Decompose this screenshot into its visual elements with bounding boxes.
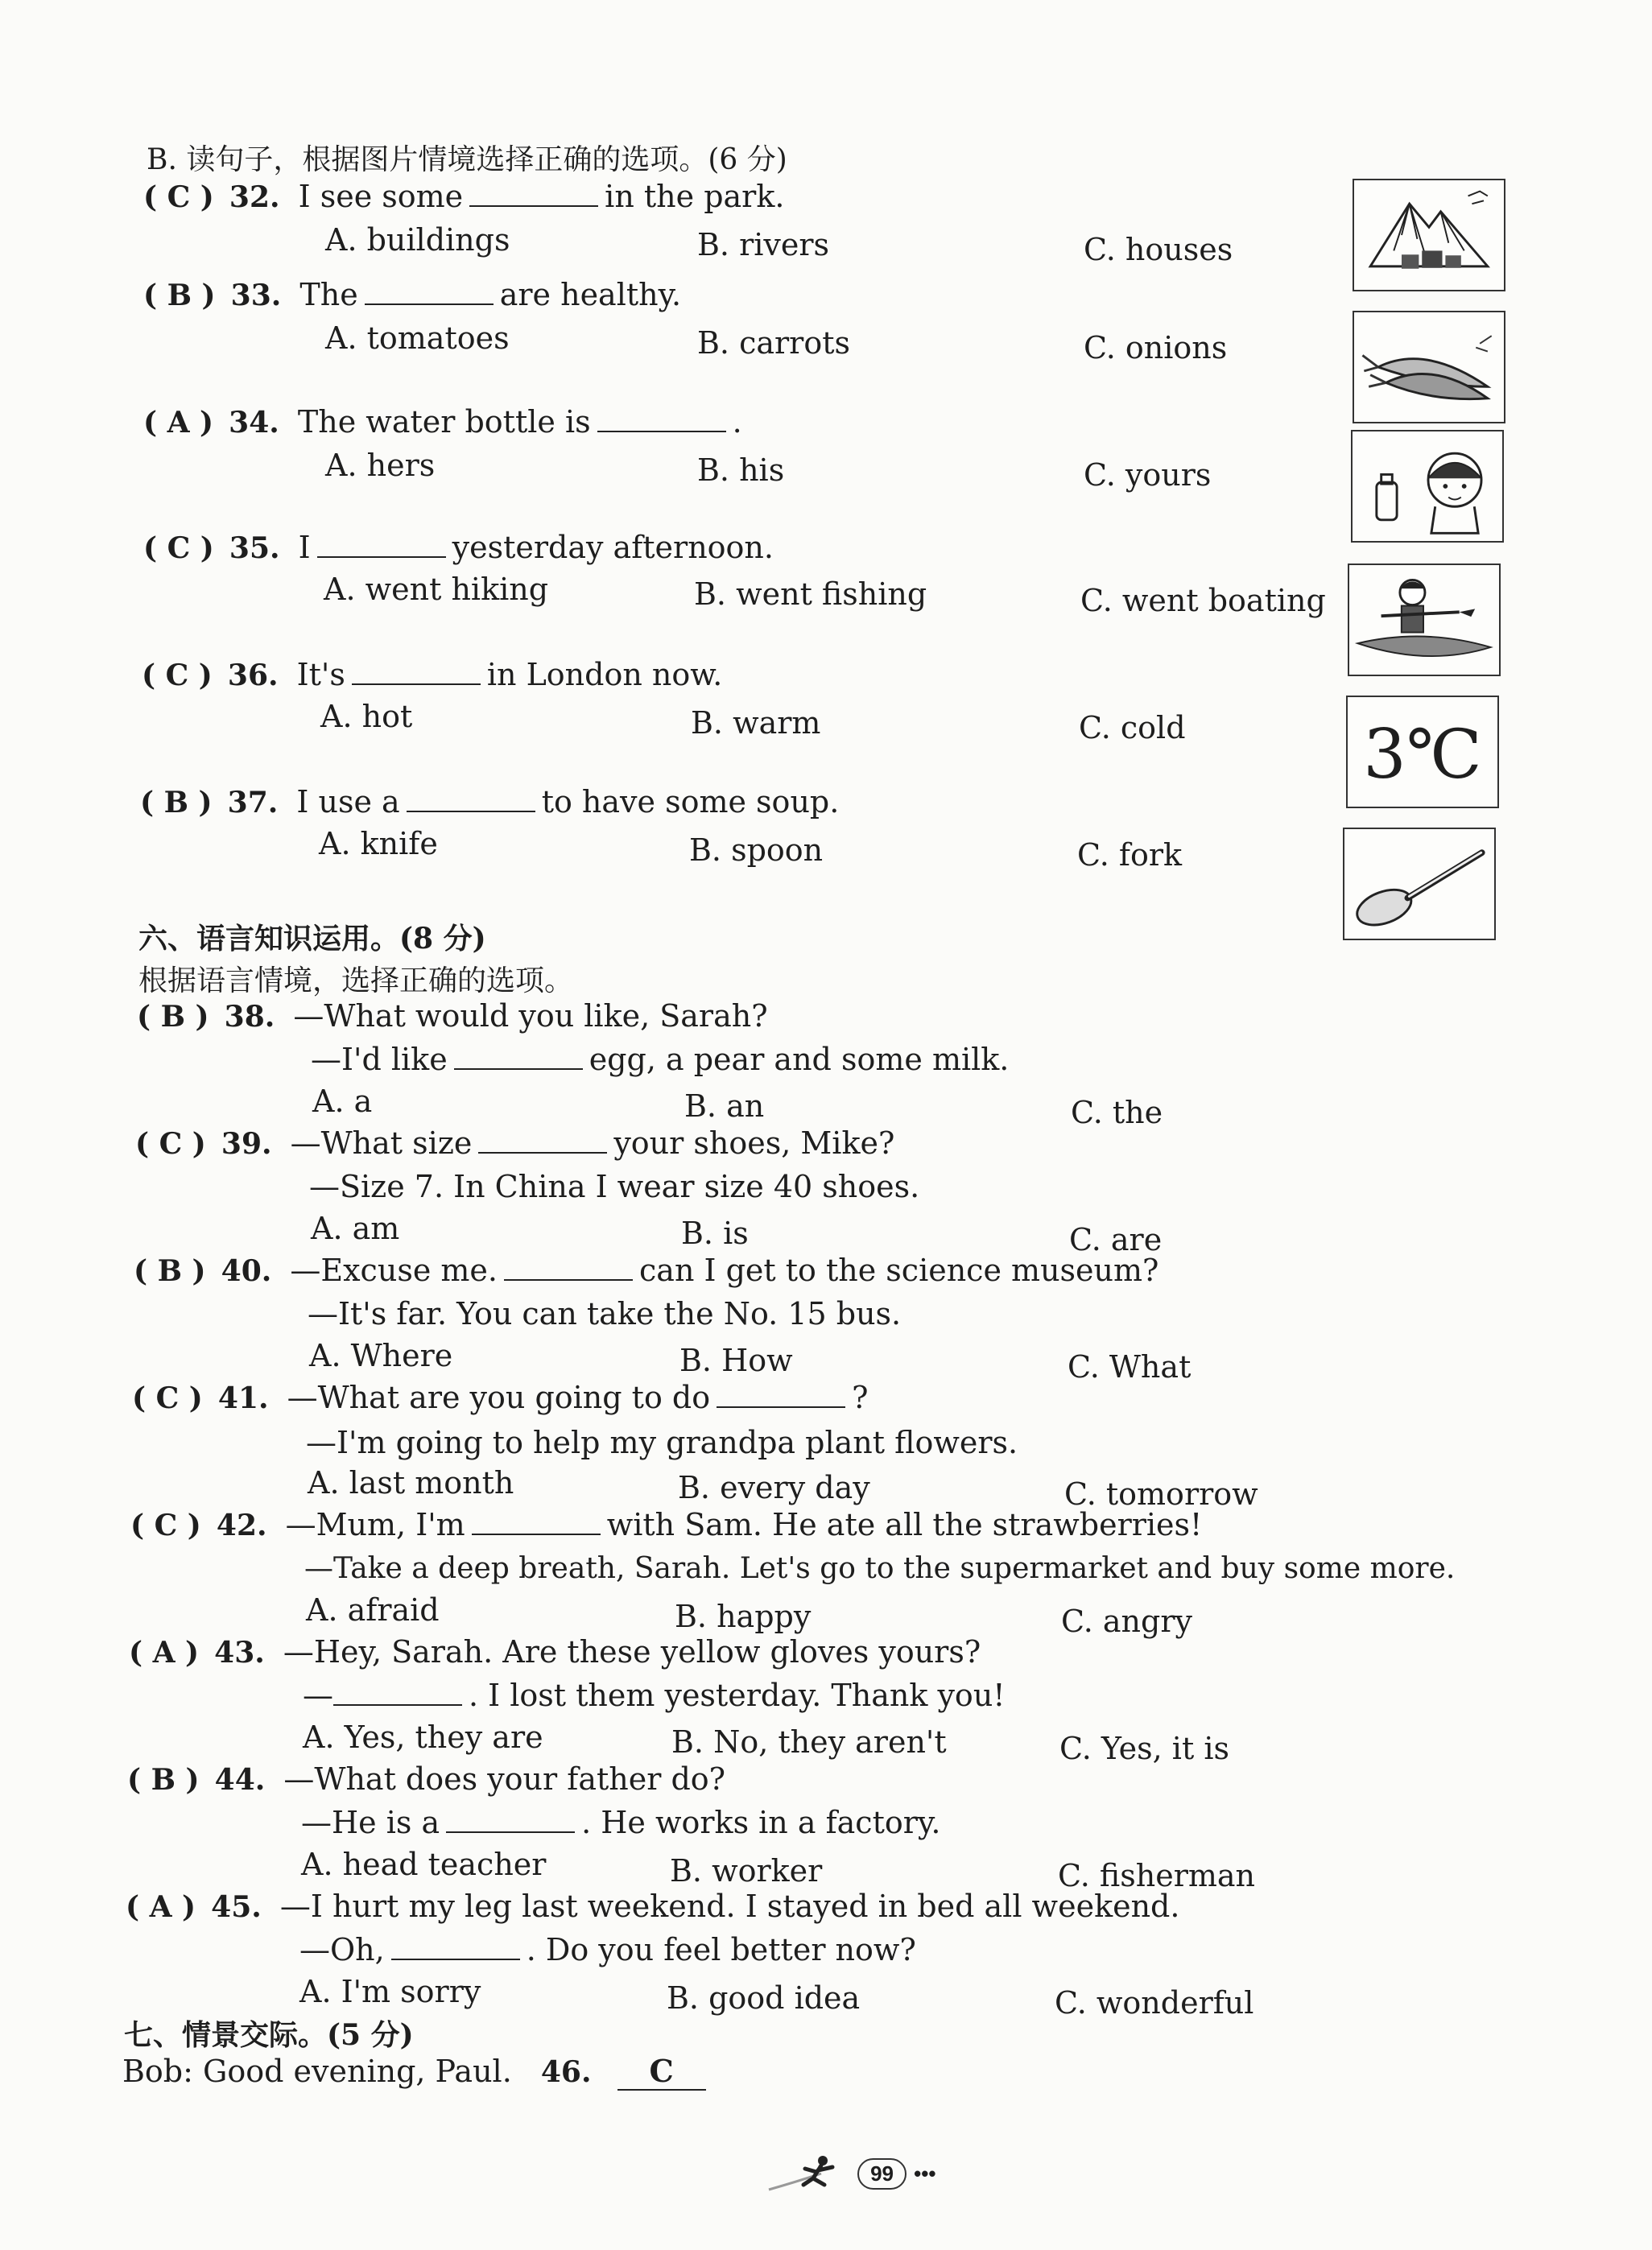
option-b: B. No, they aren't [671,1724,947,1760]
option-a: A. hot [320,699,413,734]
option-b: B. rivers [697,227,830,262]
option-c: C. angry [1061,1604,1192,1639]
option-b: B. his [697,452,785,488]
mountain-village-icon [1353,179,1505,291]
option-c: C. fisherman [1058,1858,1256,1893]
question-number: 35. [229,531,280,565]
runner-logo-icon [765,2149,853,2198]
option-c: C. the [1071,1095,1163,1130]
answer-paren: ( B ) [127,1763,200,1797]
answer-blank [504,1255,633,1281]
line-post: . He works in a factory. [581,1805,941,1840]
option-c: C. cold [1079,710,1186,745]
option-c: C. What [1068,1349,1192,1385]
question-stem-pre: The [299,277,358,312]
answer-paren: ( A ) [126,1890,196,1924]
question-42 [130,1507,1202,1542]
question-35 [143,530,774,565]
question-39 [135,1125,894,1161]
option-c: C. onions [1084,330,1228,365]
dialogue-line-1: —Hey, Sarah. Are these yellow gloves yours? [283,1634,981,1670]
question-number: 40. [221,1254,272,1288]
question-stem-post: are healthy. [499,277,682,312]
section-six-instruction: 根据语言情境，选择正确的选项。 [138,964,574,997]
option-b: B. How [679,1343,793,1378]
question-number: 39. [221,1127,272,1161]
option-b: B. worker [670,1853,823,1889]
dialogue-line: Bob: Good evening, Paul. [122,2054,512,2089]
question-number: 43. [214,1636,265,1670]
line-pre: —What size [290,1125,473,1161]
page-footer [765,2149,935,2198]
question-number: 42. [216,1509,267,1542]
question-32 [143,179,784,214]
answer-blank [317,532,446,558]
answer-blank [478,1128,607,1154]
answer-blank [391,1934,520,1960]
answer-paren: ( C ) [132,1381,203,1415]
option-a: A. went hiking [324,572,549,607]
footer-dots: ••• [914,2161,936,2186]
option-a: A. tomatoes [325,320,510,356]
section-b-instruction: B. 读句子，根据图片情境选择正确的选项。(6 分) [147,143,787,176]
option-a: A. Where [309,1338,453,1373]
option-c: C. went boating [1080,583,1326,618]
boating-icon [1348,564,1501,676]
answer-blank [472,1509,601,1535]
dialogue-line-2: —Size 7. In China I wear size 40 shoes. [309,1169,920,1204]
option-a: A. am [311,1211,400,1246]
answer-blank [333,1680,462,1706]
option-b: B. is [681,1216,749,1251]
option-a: A. Yes, they are [303,1719,543,1755]
question-number: 33. [230,279,282,312]
answer-blank [469,181,598,207]
temperature-icon [1346,696,1499,808]
line-post: ? [852,1380,869,1415]
dialogue-question-46 [122,2053,706,2091]
option-b: B. happy [675,1599,812,1634]
option-b: B. went fishing [694,576,927,612]
answer-paren: ( A ) [143,406,214,440]
answer-paren: ( C ) [143,180,214,214]
dialogue-line-2: —Take a deep breath, Sarah. Let's go to the supermarket and buy some more. [304,1552,1456,1585]
answer-blank [446,1807,575,1833]
option-c: C. wonderful [1055,1985,1254,2021]
question-33 [143,277,681,312]
option-c: C. fork [1077,837,1183,873]
dialogue-line-2: —I'm going to help my grandpa plant flowers. [306,1425,1018,1460]
line-pre: —Mum, I'm [285,1507,465,1542]
option-b: B. carrots [697,325,850,361]
option-c: C. yours [1084,457,1212,493]
question-number: 37. [227,786,279,819]
answer-paren: ( C ) [143,531,214,565]
question-44 [127,1761,725,1797]
page-number: 99 [857,2158,907,2190]
line-post: with Sam. He ate all the strawberries! [606,1507,1203,1542]
question-stem-pre: The water bottle is [297,404,591,440]
question-stem-pre: It's [296,657,345,692]
line-pre: —Excuse me. [290,1253,498,1288]
answer-paren: ( B ) [134,1254,206,1288]
dialogue-line-1: —What does your father do? [283,1761,726,1797]
line-pre: —Oh, [299,1932,385,1967]
question-stem-post: . [732,404,742,440]
answer-blank [365,279,494,305]
answer-paren: ( C ) [142,658,213,692]
question-number: 41. [217,1381,269,1415]
option-b: B. warm [691,705,821,741]
option-b: B. spoon [689,832,824,868]
question-stem-post: yesterday afternoon. [452,530,774,565]
dialogue-line-2 [311,1042,1009,1077]
question-37 [140,784,839,819]
question-number: 46. [540,2055,592,2089]
section-seven-title: 七、情景交际。(5 分) [124,2018,414,2052]
question-number: 44. [214,1763,266,1797]
option-c: C. Yes, it is [1059,1731,1229,1766]
option-b: B. good idea [667,1980,861,2016]
dialogue-line-1: —I hurt my leg last weekend. I stayed in bed all weekend. [279,1889,1180,1924]
answer-paren: ( C ) [130,1509,201,1542]
option-c: C. are [1069,1222,1163,1257]
option-a: A. I'm sorry [299,1974,481,2009]
answer-blank [352,659,481,685]
line-post: your shoes, Mike? [613,1125,895,1161]
option-a: A. head teacher [301,1847,547,1882]
answer-paren: ( B ) [140,786,213,819]
line-pre: —He is a [301,1805,440,1840]
option-a: A. buildings [325,222,510,258]
option-a: A. last month [308,1465,514,1501]
option-a: A. afraid [306,1592,440,1628]
spoon-icon [1343,828,1496,940]
line-post: can I get to the science museum? [639,1253,1159,1288]
answer-blank [407,786,535,812]
question-number: 45. [211,1890,262,1924]
question-34 [143,404,742,440]
question-45 [126,1889,1179,1924]
line-pre: —I'd like [311,1042,448,1077]
answer-46: C [617,2053,706,2091]
question-stem-pre: I use a [296,784,400,819]
section-six-title: 六、语言知识运用。(8 分) [138,922,486,956]
carrots-icon [1353,311,1505,423]
dialogue-line-2: —It's far. You can take the No. 15 bus. [308,1296,902,1331]
option-a: A. a [312,1084,373,1119]
question-stem-post: in London now. [486,657,723,692]
answer-blank [454,1044,583,1070]
answer-blank [597,407,726,432]
option-a: A. hers [325,448,436,483]
option-b: B. every day [678,1470,870,1505]
line-pre: — [303,1678,333,1713]
option-a: A. knife [319,826,438,861]
option-c: C. houses [1084,232,1233,267]
question-38 [137,998,768,1034]
question-43 [129,1634,981,1670]
line-pre: —What are you going to do [287,1380,711,1415]
question-number: 38. [224,1000,275,1034]
question-stem-pre: I [298,530,311,565]
line-post: egg, a pear and some milk. [589,1042,1010,1077]
line-post: . I lost them yesterday. Thank you! [469,1678,1006,1713]
answer-paren: ( B ) [137,1000,209,1034]
question-41 [132,1380,869,1415]
dialogue-line-1: —What would you like, Sarah? [293,998,768,1034]
question-36 [142,657,722,692]
question-stem-post: in the park. [605,179,785,214]
dialogue-line-2 [299,1932,916,1967]
dialogue-line-2 [303,1678,1006,1713]
temperature-reading: 3℃ [1363,715,1482,794]
question-stem-pre: I see some [298,179,464,214]
answer-blank [717,1382,845,1408]
question-number: 36. [227,658,279,692]
answer-paren: ( A ) [129,1636,200,1670]
girl-bottle-icon [1351,430,1504,543]
question-number: 32. [229,180,280,214]
dialogue-line-2 [301,1805,940,1840]
answer-paren: ( C ) [135,1127,206,1161]
question-stem-post: to have some soup. [541,784,840,819]
answer-paren: ( B ) [143,279,216,312]
option-b: B. an [684,1088,765,1124]
question-40 [134,1253,1158,1288]
line-post: . Do you feel better now? [526,1932,916,1967]
option-c: C. tomorrow [1064,1476,1258,1512]
question-number: 34. [229,406,279,440]
